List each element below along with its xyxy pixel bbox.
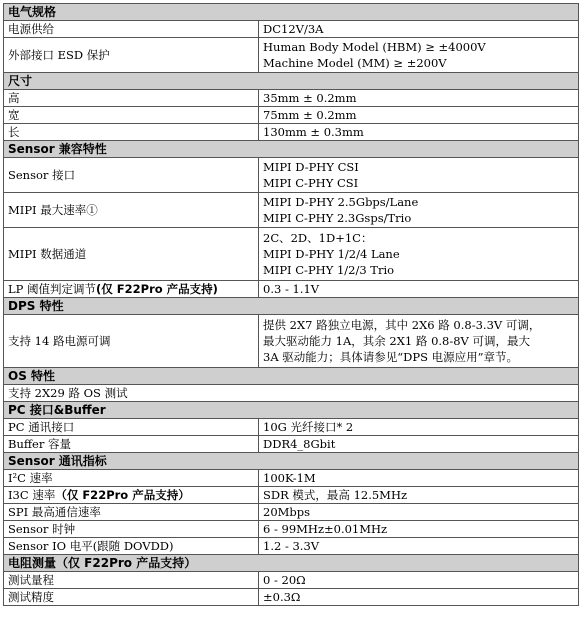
value-line: MIPI D-PHY 2.5Gbps/Lane (263, 195, 419, 209)
row-value: 100K-1M (259, 470, 579, 487)
row-value: DC12V/3A (259, 21, 579, 38)
table-row (4, 21, 579, 38)
section-header-sensor-compat: Sensor 兼容特性 (4, 141, 579, 158)
value-line: 2C、2D、1D+1C： (263, 231, 373, 245)
section-row (4, 73, 579, 90)
row-label: 长 (4, 124, 259, 141)
table-row (4, 315, 579, 368)
value-line: MIPI D-PHY 1/2/4 Lane (263, 247, 400, 261)
row-label: 电源供给 (4, 21, 259, 38)
row-label: MIPI 最大速率① (4, 193, 259, 228)
section-header-pc-buffer: PC 接口&Buffer (4, 402, 579, 419)
section-row (4, 555, 579, 572)
row-label: 支持 14 路电源可调 (4, 315, 259, 368)
table-row (4, 589, 579, 606)
row-value (259, 38, 579, 73)
section-row (4, 368, 579, 385)
table-row (4, 521, 579, 538)
row-label: SPI 最高通信速率 (4, 504, 259, 521)
i3c-label-text: I3C 速率 (8, 488, 56, 502)
table-row (4, 487, 579, 504)
row-label: MIPI 数据通道 (4, 228, 259, 281)
table-row (4, 281, 579, 298)
table-row (4, 124, 579, 141)
table-row (4, 193, 579, 228)
section-row (4, 402, 579, 419)
section-row (4, 141, 579, 158)
row-label: 宽 (4, 107, 259, 124)
section-row (4, 453, 579, 470)
row-label: 支持 2X29 路 OS 测试 (4, 385, 579, 402)
row-value: 0 - 20Ω (259, 572, 579, 589)
row-value: 10G 光纤接口* 2 (259, 419, 579, 436)
row-value: 6 - 99MHz±0.01MHz (259, 521, 579, 538)
table-row (4, 107, 579, 124)
value-line: 最大驱动能力 1A，其余 2X1 路 0.8-8V 可调，最大 (263, 334, 531, 348)
row-value (259, 193, 579, 228)
section-header-dps: DPS 特性 (4, 298, 579, 315)
row-value: DDR4_8Gbit (259, 436, 579, 453)
row-value (259, 315, 579, 368)
table-row (4, 90, 579, 107)
row-label: PC 通讯接口 (4, 419, 259, 436)
row-value: 0.3 - 1.1V (259, 281, 579, 298)
table-row (4, 538, 579, 555)
row-value: ±0.3Ω (259, 589, 579, 606)
row-label: Sensor 接口 (4, 158, 259, 193)
i3c-label-note: （仅 F22Pro 产品支持） (55, 488, 190, 502)
row-value: SDR 模式，最高 12.5MHz (259, 487, 579, 504)
table-row (4, 158, 579, 193)
row-value (259, 228, 579, 281)
row-label: Sensor 时钟 (4, 521, 259, 538)
row-label: I²C 速率 (4, 470, 259, 487)
row-label: Buffer 容量 (4, 436, 259, 453)
row-value: 1.2 - 3.3V (259, 538, 579, 555)
row-label: 高 (4, 90, 259, 107)
row-label: 测试精度 (4, 589, 259, 606)
table-row (4, 470, 579, 487)
section-header-dimensions: 尺寸 (4, 73, 579, 90)
table-row (4, 419, 579, 436)
row-label (4, 487, 259, 504)
lp-label-text: LP 阈值判定调节 (8, 282, 97, 296)
section-row (4, 4, 579, 21)
table-row (4, 38, 579, 73)
lp-label-note: (仅 F22Pro 产品支持) (96, 282, 218, 296)
section-header-os: OS 特性 (4, 368, 579, 385)
row-value: 20Mbps (259, 504, 579, 521)
value-line: Machine Model (MM) ≥ ±200V (263, 56, 447, 70)
value-line: 提供 2X7 路独立电源，其中 2X6 路 0.8-3.3V 可调， (263, 318, 541, 332)
value-line: MIPI C-PHY 1/2/3 Trio (263, 263, 395, 277)
section-header-resistance: 电阻测量（仅 F22Pro 产品支持） (4, 555, 579, 572)
value-line: 3A 驱动能力；具体请参见“DPS 电源应用”章节。 (263, 350, 519, 364)
row-label: Sensor IO 电平(跟随 DOVDD) (4, 538, 259, 555)
row-label: 测试量程 (4, 572, 259, 589)
row-label: 外部接口 ESD 保护 (4, 38, 259, 73)
spec-table (3, 3, 579, 606)
section-header-electrical: 电气规格 (4, 4, 579, 21)
section-row (4, 298, 579, 315)
value-line: Human Body Model (HBM) ≥ ±4000V (263, 40, 486, 54)
value-line: MIPI C-PHY CSI (263, 176, 359, 190)
row-value: 130mm ± 0.3mm (259, 124, 579, 141)
value-line: MIPI C-PHY 2.3Gsps/Trio (263, 211, 412, 225)
table-row (4, 385, 579, 402)
table-row (4, 228, 579, 281)
row-value: 35mm ± 0.2mm (259, 90, 579, 107)
table-row (4, 504, 579, 521)
table-row (4, 572, 579, 589)
table-row (4, 436, 579, 453)
value-line: MIPI D-PHY CSI (263, 160, 359, 174)
row-value (259, 158, 579, 193)
row-value: 75mm ± 0.2mm (259, 107, 579, 124)
section-header-sensor-comm: Sensor 通讯指标 (4, 453, 579, 470)
row-label (4, 281, 259, 298)
